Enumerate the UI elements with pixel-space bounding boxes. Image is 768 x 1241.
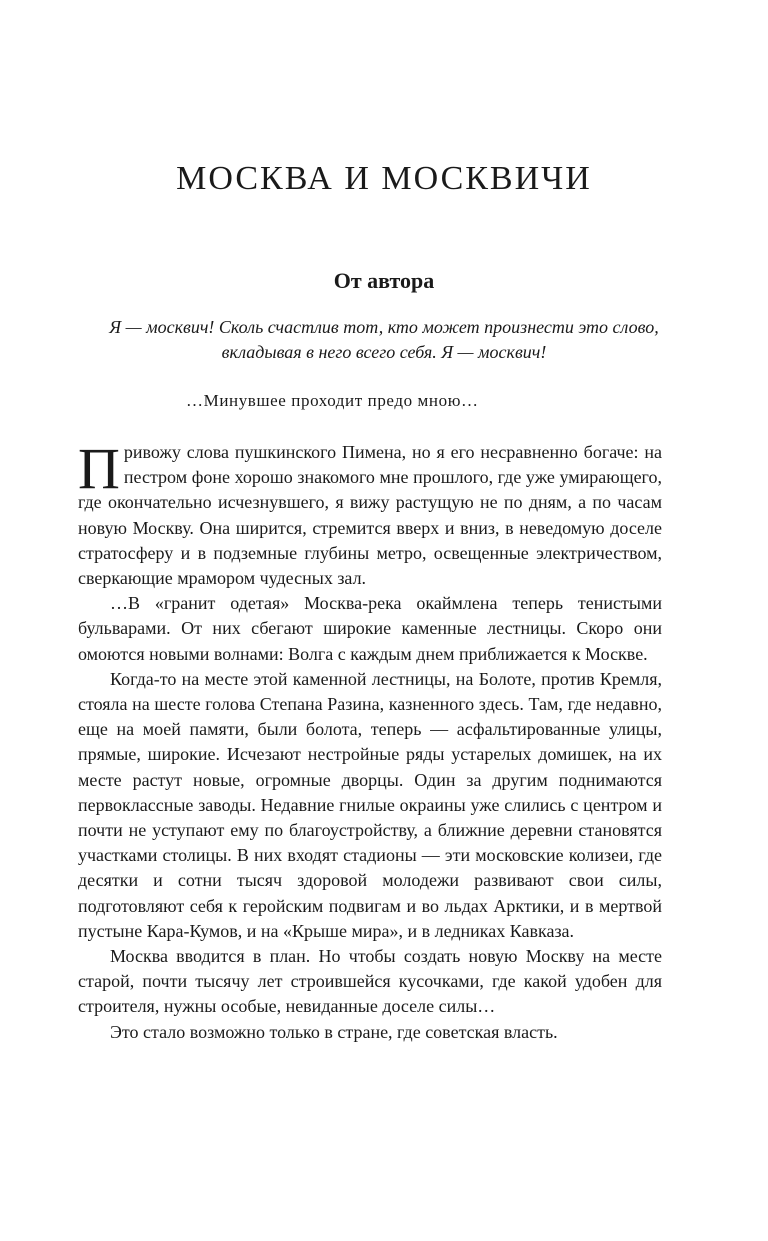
drop-cap: П [78, 436, 120, 501]
body-text [78, 436, 662, 1045]
epigraph: Я — москвич! Сколь счастлив тот, кто может произнести это слово, вкладывая в него всего себя. Я — москвич! [109, 317, 659, 362]
chapter-title: МОСКВА И МОСКВИЧИ [176, 160, 592, 197]
quote: …Минувшее проходит предо мною… [186, 391, 479, 410]
body-paragraph: …В «гранит одетая» Москва-река окаймлена теперь тенистыми бульварами. От них сбегают широкие каменные лестницы. Скоро они омоются новыми волнами: Волга с каждым днем приближается к Москве. [78, 593, 662, 664]
body-paragraph: Когда-то на месте этой каменной лестницы, на Болоте, против Кремля, стояла на шесте голова Степана Разина, казненного здесь. Там, где недавно, еще на моей памяти, были болота, теперь — асфальтированные улицы, прямые, широкие. Исчезают нестройные ряды устарелых домишек, на их месте растут новые, огромные дворцы. Один за другим поднимаются первоклассные заводы. Недавние гнилые окраины уже слились с центром и почти не уступают ему по благоустройству, а ближние деревни становятся участками столицы. В них входят стадионы — эти московские колизеи, где десятки и сотни тысяч здоровой молодежи развивают свои силы, подготовляют себя к геройским подвигам и во льдах Арктики, и в мертвой пустыне Кара-Кумов, и на «Крыше мира», и в ледниках Кавказа. [78, 668, 662, 941]
section-title: От автора [333, 268, 435, 293]
body-paragraph-text: ривожу слова пушкинского Пимена, но я его несравненно богаче: на пестром фоне хорошо знакомого мне прошлого, где уже умирающего, где окончательно исчезнувшего, я вижу растущую не по дням, а по часам новую Москву. Она ширится, стремится вверх и вниз, в неведомую доселе стратосферу и в подземные глубины метро, освещенные электричеством, сверкающие мрамором чудесных зал. [78, 442, 662, 589]
body-paragraph: Москва вводится в план. Но чтобы создать новую Москву на месте старой, почти тысячу лет строившейся кусочками, где какой удобен для строителя, нужны особые, невиданные доселе силы… [78, 946, 662, 1017]
body-paragraph [78, 436, 662, 591]
body-paragraph: Это стало возможно только в стране, где советская власть. [110, 1021, 558, 1042]
